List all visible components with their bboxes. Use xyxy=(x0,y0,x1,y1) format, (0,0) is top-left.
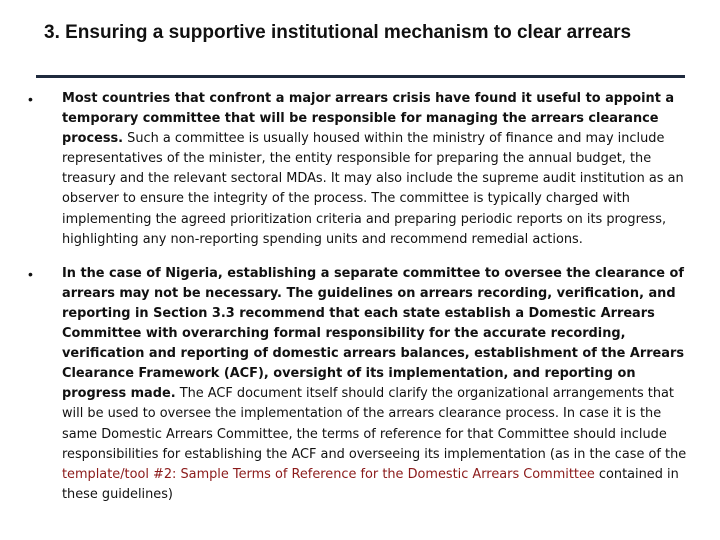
bullet-tail-text: contained in these guidelines) xyxy=(62,466,679,502)
bullet-marker: • xyxy=(28,91,33,107)
bullet-list xyxy=(28,89,692,505)
bullet-marker: • xyxy=(28,265,33,282)
bullet-text: Such a committee is usually housed within the ministry of finance and may include representatives of the minister, the entity responsible for preparing the annual budget, the treasury and the relevant sectoral MDAs. It may also include the supreme audit institution as an observer to ensure the integrity of the process. The committee is typically charged with implementing the agreed prioritization criteria and preparing periodic reports on its progress, highlighting any non-reporting spending units and recommend remedial actions. xyxy=(62,131,684,247)
title-divider xyxy=(36,75,685,78)
bullet-bold-text: Most countries that confront a major arrears crisis have found it useful to appoint a temporary committee that will be responsible for managing the arrears clearance process. xyxy=(62,91,675,147)
bullet-bold-text: In the case of Nigeria, establishing a separate committee to oversee the clearance of arrears may not be necessary. The guidelines on arrears recording, verification, and reporting in Section 3.3 recommend that each state establish a Domestic Arrears Committee with overarching formal responsibility for the accurate recording, verification and reporting of domestic arrears balances, establishment of the Arrears Clearance Framework (ACF), oversight of its implementation, and reporting on progress made. xyxy=(62,265,685,402)
bullet-text: The ACF document itself should clarify the organizational arrangements that will be used to oversee the implementation of the arrears clearance process. In case it is the same Domestic Arrears Committee, the terms of reference for that Committee should include responsibilities for establishing the ACF and overseeing its implementation (as in the case of the xyxy=(62,386,687,462)
bullet-item-nigeria xyxy=(28,264,692,505)
template-tool-link[interactable]: template/tool #2: Sample Terms of Reference for the Domestic Arrears Committee xyxy=(62,466,595,482)
slide-title: 3. Ensuring a supportive institutional mechanism to clear arrears xyxy=(44,22,632,43)
bullet-item-committee xyxy=(28,89,692,250)
